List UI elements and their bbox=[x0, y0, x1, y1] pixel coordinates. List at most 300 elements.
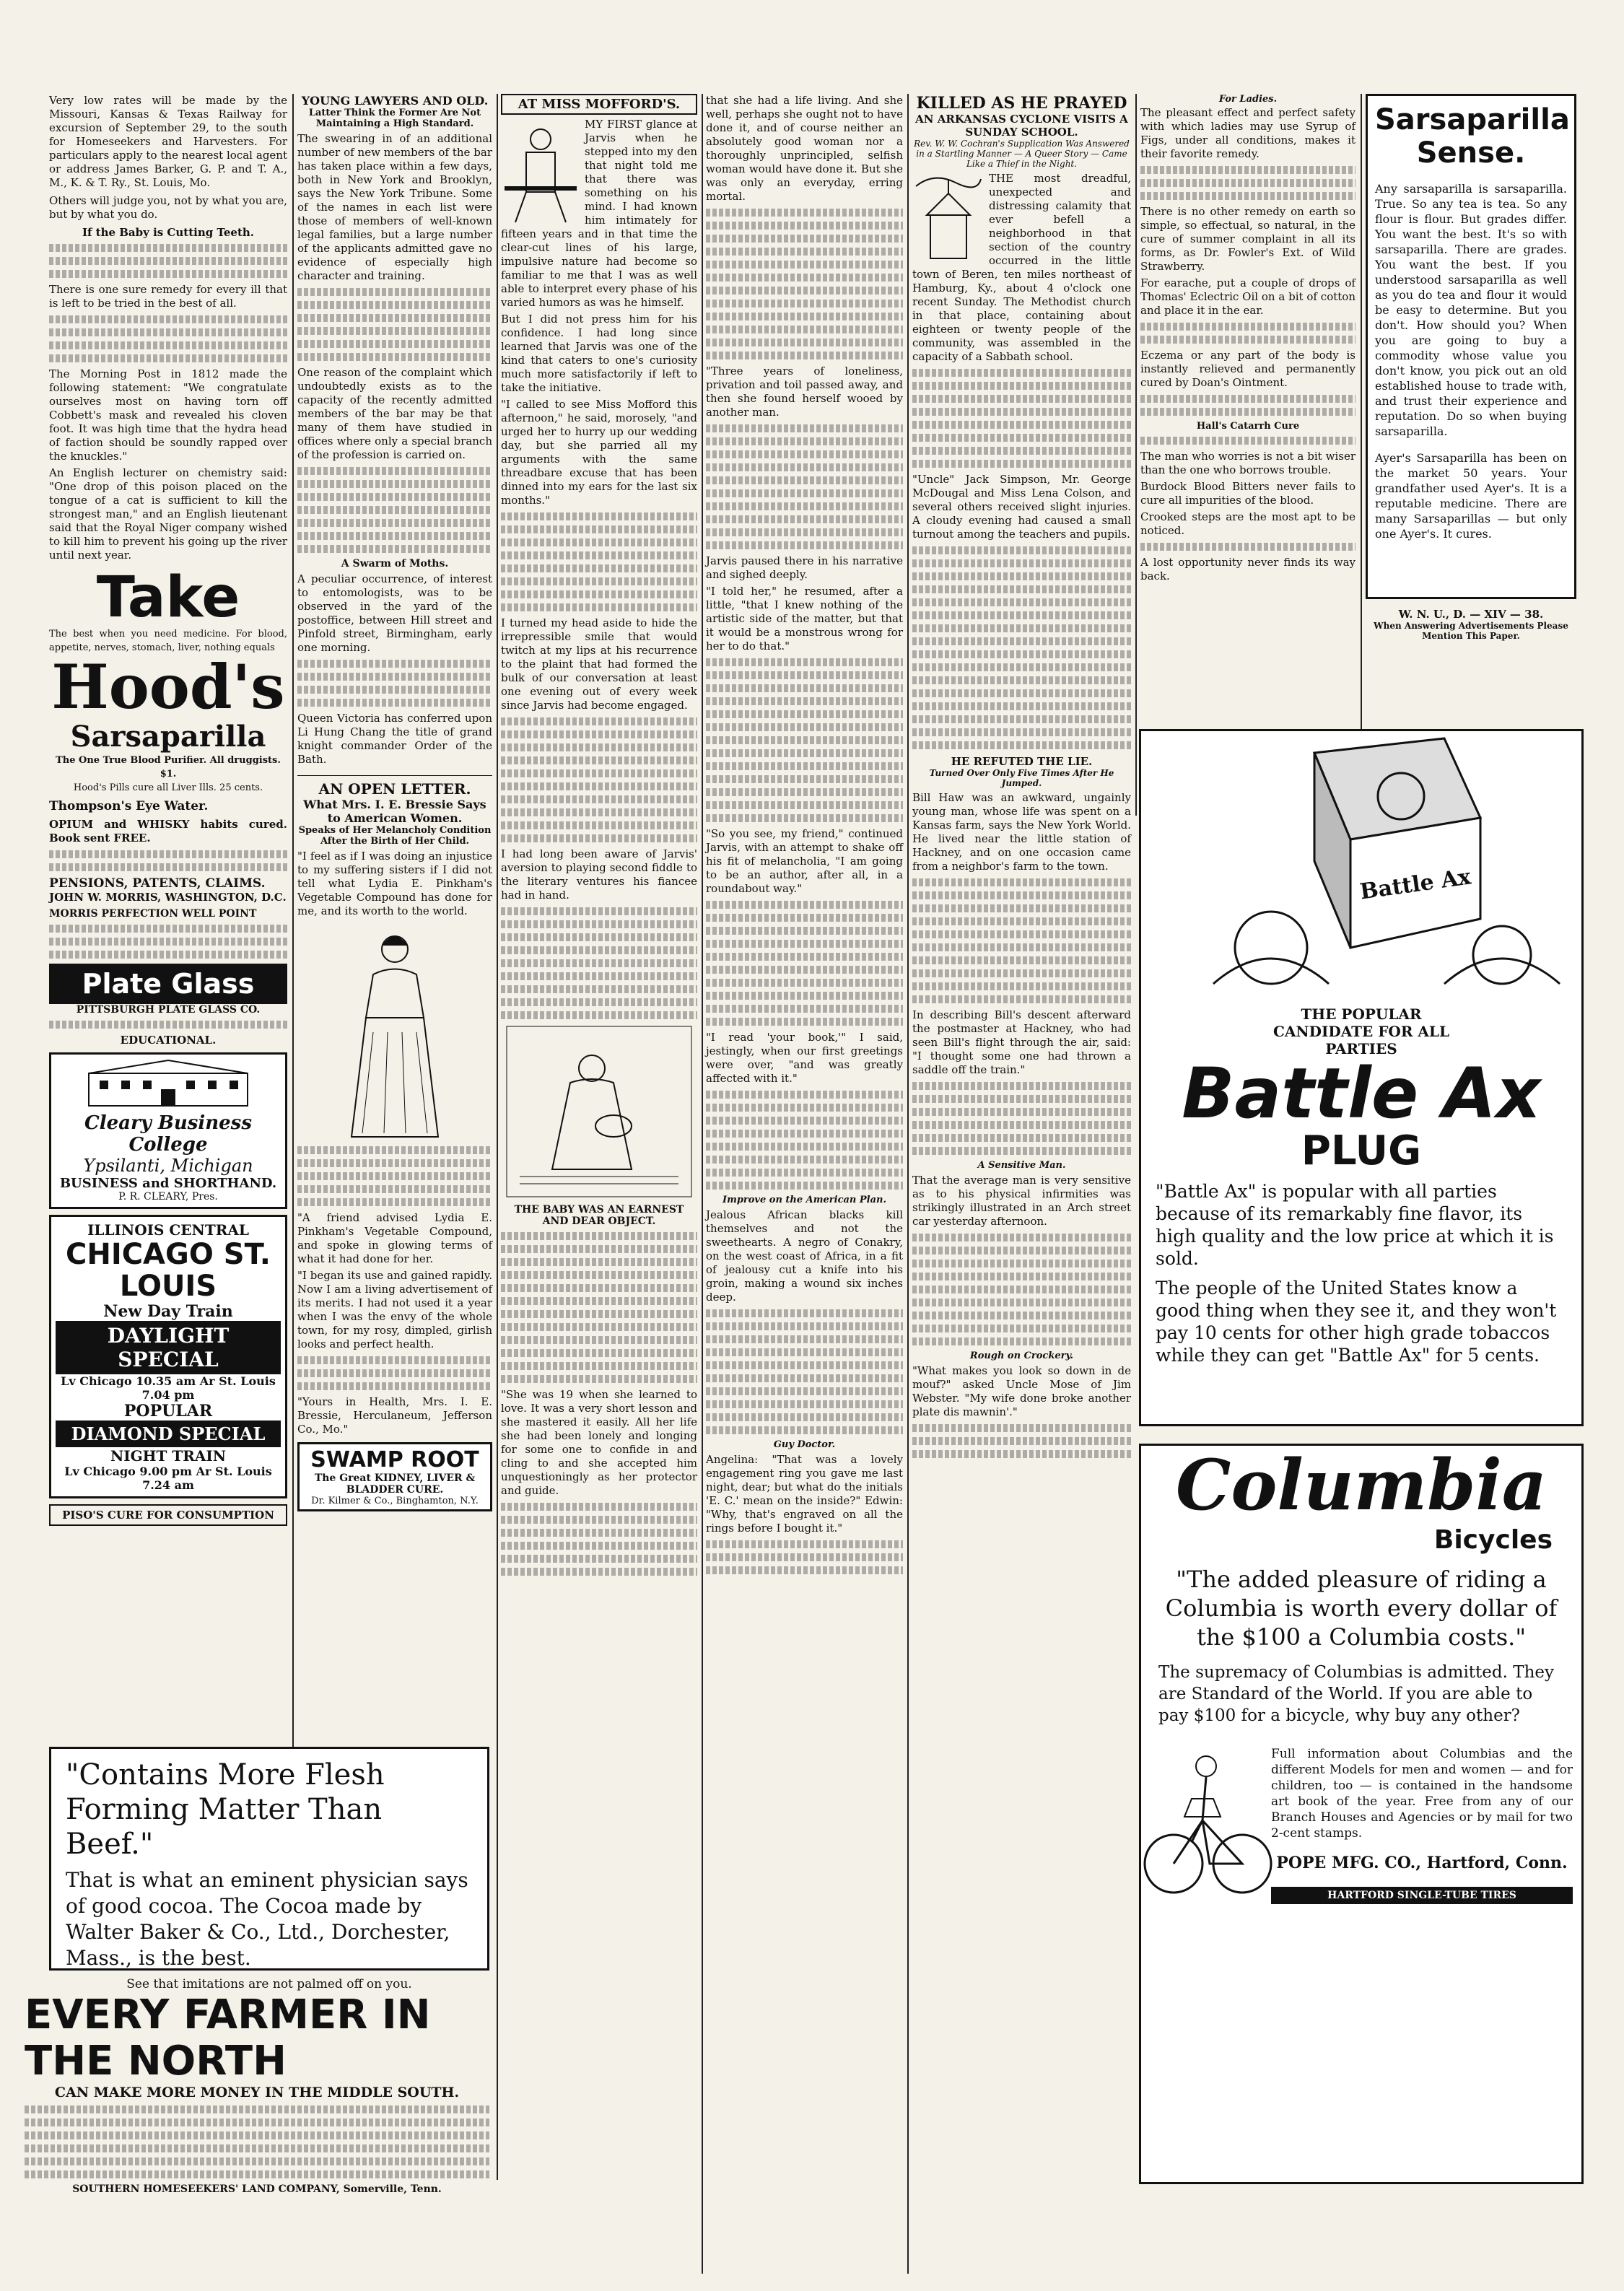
illegible-text-line bbox=[49, 863, 287, 871]
illegible-text-line bbox=[912, 1234, 1131, 1241]
illegible-text-line bbox=[912, 1450, 1131, 1458]
section-heading: For Ladies. bbox=[1218, 94, 1278, 105]
section-heading: Hall's Catarrh Cure bbox=[1196, 421, 1300, 432]
illegible-text-line bbox=[297, 340, 492, 348]
illegible-text-line bbox=[501, 907, 697, 915]
illegible-text-line bbox=[501, 1232, 697, 1240]
paragraph: Jarvis paused there in his narrative and sighed deeply. bbox=[706, 554, 903, 581]
illegible-text-line bbox=[706, 437, 903, 445]
morris-well-point: MORRIS PERFECTION WELL POINT bbox=[49, 908, 257, 920]
battle-ax-box-illustration bbox=[1141, 731, 1579, 1005]
battle-ax-ad bbox=[1139, 729, 1584, 1426]
illegible-text-line bbox=[501, 1529, 697, 1537]
illegible-text-line bbox=[501, 1258, 697, 1266]
section-heading: A Sensitive Man. bbox=[977, 1160, 1066, 1171]
illegible-text-line bbox=[912, 1299, 1131, 1306]
paragraph: "I told her," he resumed, after a little, "that I knew nothing of the artistic side of the matter, but that it would be a monstrous wrong for her to do that." bbox=[706, 585, 903, 653]
daylight-special: DAYLIGHT SPECIAL bbox=[56, 1321, 281, 1374]
column-7 bbox=[1366, 94, 1576, 729]
mother-and-baby-illustration bbox=[505, 1025, 693, 1198]
illegible-text-line bbox=[706, 1387, 903, 1395]
paragraph: Burdock Blood Bitters never fails to cure all impurities of the blood. bbox=[1140, 480, 1355, 507]
illegible-text-line bbox=[912, 460, 1131, 468]
story-title: KILLED AS HE PRAYED bbox=[916, 94, 1127, 113]
illegible-text-line bbox=[912, 728, 1131, 736]
columbia-headline: "The added pleasure of riding a Columbia is worth every dollar of the $100 a Columbia costs." bbox=[1165, 1566, 1558, 1651]
illegible-text-line bbox=[501, 1375, 697, 1383]
illegible-text-line bbox=[706, 927, 903, 935]
illegible-text-line bbox=[501, 1568, 697, 1576]
illegible-text-line bbox=[706, 671, 903, 679]
story-subtitle: AN ARKANSAS CYCLONE VISITS A SUNDAY SCHOOL. bbox=[915, 113, 1128, 139]
illegible-text-line bbox=[501, 821, 697, 829]
column-3 bbox=[501, 94, 697, 2180]
illegible-text-line bbox=[912, 917, 1131, 925]
illegible-text-line bbox=[912, 1260, 1131, 1267]
battle-ax-name: Battle Ax bbox=[1182, 1053, 1541, 1134]
hoods-tagline: The best when you need medicine. For blood, appetite, nerves, stomach, liver, nothing equals bbox=[49, 629, 287, 653]
illegible-text-line bbox=[912, 408, 1131, 416]
hoods-footer: The One True Blood Purifier. All druggists. $1. bbox=[56, 755, 281, 780]
illegible-text-line bbox=[706, 723, 903, 731]
illegible-text-line bbox=[501, 564, 697, 572]
illegible-text-line bbox=[501, 512, 697, 520]
paragraph: "Uncle" Jack Simpson, Mr. George McDougal and Miss Lena Colson, and several others received slight injuries. A cloudy evening had caused a small turnout among the teachers and pupils. bbox=[912, 473, 1131, 541]
illegible-text-line bbox=[49, 257, 287, 265]
illegible-text-line bbox=[912, 956, 1131, 964]
paragraph: But I did not press him for his confidence. I had long since learned that Jarvis was one of the kind that caters to one's curiosity much more satisfactorily if left to take the initiative. bbox=[501, 313, 697, 394]
illegible-text-line bbox=[912, 1312, 1131, 1319]
illegible-text-line bbox=[912, 943, 1131, 951]
illegible-text-line bbox=[912, 1108, 1131, 1116]
illegible-text-line bbox=[501, 1503, 697, 1511]
illegible-text-line bbox=[912, 1437, 1131, 1445]
section-heading: Rough on Crockery. bbox=[969, 1350, 1074, 1361]
illinois-central-ad bbox=[49, 1215, 287, 1498]
illegible-text-line bbox=[25, 2118, 489, 2126]
bicycle-rider-illustration bbox=[1141, 1734, 1271, 1900]
illinois-day-train: New Day Train bbox=[103, 1302, 233, 1321]
paragraph: "So you see, my friend," continued Jarvis, with an attempt to shake off his fit of melancholia, "I am going to be an author, after all, in a roundabout way." bbox=[706, 827, 903, 895]
battle-ax-plug: PLUG bbox=[1301, 1127, 1422, 1174]
illegible-text-line bbox=[49, 925, 287, 933]
illegible-text-line bbox=[501, 782, 697, 790]
illegible-text-line bbox=[501, 1336, 697, 1344]
paragraph: Jealous African blacks kill themselves and not the sweethearts. A negro of Conakry, on the west coast of Africa, in a fit of jealousy cut a knife into his groin, making a wound six inches deep. bbox=[706, 1208, 903, 1304]
column-rule bbox=[1135, 94, 1137, 816]
illegible-text-line bbox=[912, 624, 1131, 632]
illegible-text-line bbox=[1140, 166, 1355, 174]
illegible-text-line bbox=[501, 1245, 697, 1253]
farmer-subtitle: CAN MAKE MORE MONEY IN THE MIDDLE SOUTH. bbox=[54, 2085, 460, 2100]
column-rule bbox=[497, 94, 498, 2180]
illegible-text-line bbox=[25, 2157, 489, 2165]
illegible-text-line bbox=[706, 1361, 903, 1369]
paragraph: There is no other remedy on earth so simple, so effectual, so natural, in the cure of summer complaint in all its forms, as Dr. Fowler's Ext. of Wild Strawberry. bbox=[1140, 205, 1355, 273]
illegible-text-line bbox=[706, 1540, 903, 1548]
illegible-text-line bbox=[912, 741, 1131, 749]
illegible-text-line bbox=[25, 2131, 489, 2139]
illegible-text-line bbox=[501, 769, 697, 777]
illegible-text-line bbox=[1140, 179, 1355, 187]
illegible-text-line bbox=[706, 901, 903, 909]
illegible-text-line bbox=[706, 502, 903, 510]
illegible-text-line bbox=[49, 315, 287, 323]
illegible-text-line bbox=[706, 736, 903, 744]
college-building-illustration bbox=[60, 1059, 276, 1109]
illegible-text-line bbox=[297, 493, 492, 501]
illegible-text-line bbox=[297, 1198, 492, 1206]
illegible-text-line bbox=[1140, 323, 1355, 331]
illegible-text-line bbox=[501, 525, 697, 533]
paragraph: "What makes you look so down in de mouf?" asked Uncle Mose of Jim Webster. "My wife done broke another plate dis mawnin'." bbox=[912, 1364, 1131, 1418]
illegible-text-line bbox=[501, 730, 697, 738]
illegible-text-line bbox=[912, 878, 1131, 886]
hoods-ad bbox=[49, 565, 287, 795]
illegible-text-line bbox=[501, 538, 697, 546]
plate-glass-ad bbox=[49, 964, 287, 1004]
paragraph: Others will judge you, not by what you are, but by what you do. bbox=[49, 194, 287, 221]
illegible-text-line bbox=[706, 1130, 903, 1138]
open-letter-subtitle-2: Speaks of Her Melancholy Condition After the Birth of Her Child. bbox=[298, 825, 492, 847]
illegible-text-line bbox=[501, 551, 697, 559]
illegible-text-line bbox=[297, 532, 492, 540]
section-heading: If the Baby is Cutting Teeth. bbox=[82, 226, 255, 239]
illegible-text-line bbox=[706, 940, 903, 948]
battle-ax-body-2: The people of the United States know a good thing when they see it, and they won't pay 10 cents for other high grade tobaccos while they can get "Battle Ax" for 5 cents. bbox=[1156, 1278, 1557, 1366]
illegible-text-line bbox=[706, 658, 903, 666]
illegible-text-line bbox=[297, 314, 492, 322]
paragraph: "I feel as if I was doing an injustice to my suffering sisters if I did not tell what Lydia E. Pinkham's Vegetable Compound has done for me, and its worth to the world. bbox=[297, 850, 492, 917]
illegible-text-line bbox=[706, 339, 903, 346]
illegible-text-line bbox=[501, 959, 697, 967]
paragraph: The Morning Post in 1812 made the following statement: "We congratulate ourselves most on having torn off Cobbett's mask and revealed his cloven foot. It was high time that the hydra head of faction should be soundly rapped over the knuckles." bbox=[49, 367, 287, 463]
illegible-text-line bbox=[912, 689, 1131, 697]
illegible-text-line bbox=[912, 572, 1131, 580]
illegible-text-line bbox=[706, 914, 903, 922]
illegible-text-line bbox=[1140, 543, 1355, 551]
illegible-text-line bbox=[912, 1134, 1131, 1142]
illegible-text-line bbox=[297, 1172, 492, 1180]
illegible-text-line bbox=[706, 710, 903, 718]
illegible-text-line bbox=[501, 590, 697, 598]
paragraph: "She was 19 when she learned to love. It was a very short lesson and she mastered it easily. All her life she had been lonely and longing for some one to confide in and cling to and she accepted him unquestioningly as her protector and guide. bbox=[501, 1388, 697, 1497]
swamp-root-cure: The Great KIDNEY, LIVER & BLADDER CURE. bbox=[314, 1472, 476, 1496]
illustration-caption: THE BABY WAS AN EARNEST AND DEAR OBJECT. bbox=[514, 1204, 684, 1227]
illegible-text-line bbox=[706, 762, 903, 770]
paragraph: A peculiar occurrence, of interest to entomologists, was to be observed in the yard of the postoffice, between Hill street and Pinfold street, Birmingham, early one morning. bbox=[297, 572, 492, 654]
plate-glass-company: PITTSBURGH PLATE GLASS CO. bbox=[76, 1004, 261, 1016]
paragraph: "I began its use and gained rapidly. Now I am a living advertisement of its merits. I had not used it a year when I was the envy of the whole town, for my rosy, dimpled, girlish looks and perfect health. bbox=[297, 1269, 492, 1350]
illegible-text-line bbox=[706, 476, 903, 484]
paragraph: A lost opportunity never finds its way back. bbox=[1140, 556, 1355, 582]
illinois-title: ILLINOIS CENTRAL bbox=[87, 1221, 249, 1239]
illegible-text-line bbox=[706, 274, 903, 282]
sarsaparilla-ad bbox=[1366, 94, 1576, 599]
illegible-text-line bbox=[912, 1121, 1131, 1129]
illegible-text-line bbox=[501, 1555, 697, 1563]
columbia-bicycles: Bicycles bbox=[1433, 1525, 1553, 1555]
illegible-text-line bbox=[501, 1542, 697, 1550]
paragraph: Angelina: "That was a lovely engagement ring you gave me last night, dear; but what do the initials 'E. C.' mean on the inside?" Edwin: "Why, that's engraved on all the rings before I bought it." bbox=[706, 1453, 903, 1535]
illegible-text-line bbox=[706, 814, 903, 822]
illegible-text-line bbox=[706, 684, 903, 692]
paragraph: One reason of the complaint which undoubtedly exists as to the capacity of the recently admitted members of the bar may be that many of them have studied in offices where only a special branch of the profession is carried on. bbox=[297, 366, 492, 461]
illegible-text-line bbox=[49, 270, 287, 278]
illegible-text-line bbox=[912, 1337, 1131, 1345]
illegible-text-line bbox=[706, 1104, 903, 1112]
paragraph: That the average man is very sensitive as to his physical infirmities was strikingly illustrated in an Arch street car yesterday afternoon. bbox=[912, 1174, 1131, 1228]
baker-headline: "Contains More Flesh Forming Matter Than Beef." bbox=[66, 1758, 385, 1861]
baker-body: That is what an eminent physician says of good cocoa. The Cocoa made by Walter Baker & Co., Ltd., Dorchester, Mass., is the best. bbox=[66, 1868, 468, 1970]
illegible-text-line bbox=[912, 598, 1131, 606]
illegible-text-line bbox=[912, 995, 1131, 1003]
piso-cure-ad: PISO'S CURE FOR CONSUMPTION bbox=[49, 1504, 287, 1526]
illegible-text-line bbox=[1140, 408, 1355, 416]
illegible-text-line bbox=[706, 1322, 903, 1330]
illegible-text-line bbox=[501, 1323, 697, 1331]
illegible-text-line bbox=[297, 288, 492, 296]
illegible-text-line bbox=[49, 938, 287, 946]
signature: "Yours in Health, Mrs. I. E. Bressie, Herculaneum, Jefferson Co., Mo." bbox=[297, 1395, 492, 1436]
paragraph: Bill Haw was an awkward, ungainly young man, whose life was spent on a Kansas farm, says the New York World. He lived near the little station of Hackney, and on one occasion came from a neighbor's farm to the town. bbox=[912, 791, 1131, 873]
illegible-text-line bbox=[706, 261, 903, 269]
farmer-ad bbox=[25, 1991, 489, 2195]
illegible-text-line bbox=[501, 1271, 697, 1279]
college-name: Cleary Business College bbox=[84, 1112, 252, 1156]
illegible-text-line bbox=[501, 717, 697, 725]
wnu-id: W. N. U., D. — XIV — 38. bbox=[1398, 608, 1544, 621]
popular-label: POPULAR bbox=[123, 1402, 213, 1421]
illegible-text-line bbox=[706, 966, 903, 974]
illegible-text-line bbox=[501, 603, 697, 611]
church-storm-illustration bbox=[912, 172, 985, 266]
illegible-text-line bbox=[706, 515, 903, 523]
illegible-text-line bbox=[49, 341, 287, 349]
illegible-text-line bbox=[912, 1247, 1131, 1254]
column-5 bbox=[912, 94, 1131, 2180]
open-letter-subtitle: What Mrs. I. E. Bressie Says to American Women. bbox=[303, 798, 486, 825]
illegible-text-line bbox=[501, 834, 697, 842]
illegible-text-line bbox=[912, 715, 1131, 723]
illegible-text-line bbox=[706, 222, 903, 230]
illegible-text-line bbox=[297, 686, 492, 694]
illegible-text-line bbox=[912, 1286, 1131, 1293]
illegible-text-line bbox=[706, 1566, 903, 1574]
illegible-text-line bbox=[706, 313, 903, 320]
column-rule bbox=[1361, 94, 1362, 729]
illegible-text-line bbox=[706, 424, 903, 432]
illegible-text-line bbox=[706, 953, 903, 961]
illegible-text-line bbox=[501, 946, 697, 954]
battle-ax-body: "Battle Ax" is popular with all parties because of its remarkably fine flavor, its high quality and the low price at which it is sold. bbox=[1156, 1181, 1554, 1269]
paragraph: "A friend advised Lydia E. Pinkham's Vegetable Compound, and spoke in glowing terms of what it had done for her. bbox=[297, 1211, 492, 1265]
illegible-text-line bbox=[49, 328, 287, 336]
illegible-text-line bbox=[297, 353, 492, 361]
illegible-text-line bbox=[25, 2170, 489, 2178]
illegible-text-line bbox=[912, 650, 1131, 658]
section-subheading: Turned Over Only Five Times After He Jumped. bbox=[929, 768, 1114, 788]
pensions-name: JOHN W. MORRIS, WASHINGTON, D.C. bbox=[49, 891, 287, 904]
illegible-text-line bbox=[706, 788, 903, 796]
illegible-text-line bbox=[706, 1553, 903, 1561]
illegible-text-line bbox=[706, 1426, 903, 1434]
illegible-text-line bbox=[706, 541, 903, 549]
illegible-text-line bbox=[706, 450, 903, 458]
sarsaparilla-body: Any sarsaparilla is sarsaparilla. True. So any tea is tea. So any flour is flour. But grades differ. You want the best. It's so with sarsaparilla. There are grades. You want the best. If you understood sarsaparilla as well as you do tea and flour it would be easy to determine. But you don't. How should you? When you are going to buy a commodity whose value you don't know, you pick out an old established house to trade with, and trust their experience and reputation. Do so when buying sarsaparilla. bbox=[1375, 182, 1567, 438]
illegible-text-line bbox=[706, 326, 903, 333]
illegible-text-line bbox=[706, 463, 903, 471]
illegible-text-line bbox=[706, 1309, 903, 1317]
illegible-text-line bbox=[912, 559, 1131, 567]
baker-cocoa-ad bbox=[49, 1747, 489, 1991]
thompson-ad: Thompson's Eye Water. bbox=[49, 799, 209, 813]
college-tag: BUSINESS and SHORTHAND. bbox=[59, 1176, 277, 1191]
illegible-text-line bbox=[501, 1284, 697, 1292]
hoods-pills: Hood's Pills cure all Liver Ills. 25 cents. bbox=[73, 782, 263, 793]
illegible-text-line bbox=[1140, 336, 1355, 344]
illegible-text-line bbox=[912, 676, 1131, 684]
section-heading: Improve on the American Plan. bbox=[722, 1195, 887, 1205]
illegible-text-line bbox=[501, 795, 697, 803]
illegible-text-line bbox=[501, 577, 697, 585]
illegible-text-line bbox=[501, 1349, 697, 1357]
illegible-text-line bbox=[49, 1021, 287, 1029]
illegible-text-line bbox=[912, 434, 1131, 442]
illegible-text-line bbox=[912, 395, 1131, 403]
column-4 bbox=[706, 94, 903, 2180]
opium-ad: OPIUM and WHISKY habits cured. Book sent FREE. bbox=[49, 818, 287, 845]
illegible-text-line bbox=[706, 697, 903, 705]
hoods-take: Take bbox=[96, 565, 240, 630]
illegible-text-line bbox=[706, 1117, 903, 1125]
paragraph: An English lecturer on chemistry said: "One drop of this poison placed on the tongue of a cat is sufficient to kill the strongest man," and an English lieutenant said that the Royal Niger company wished to kill him to prevent his going up the river until next year. bbox=[49, 466, 287, 562]
column-1 bbox=[49, 94, 287, 1747]
paragraph: MY FIRST glance at Jarvis when he stepped into my den that night told me that there was something on his mind. I had known him intimately for fifteen years and in that time the clear-cut lines of his large, impulsive nature had become so familiar to me that I was as well able to interpret every phase of his varied humors as was he himself. bbox=[501, 118, 697, 309]
illegible-text-line bbox=[706, 1091, 903, 1099]
illegible-text-line bbox=[912, 930, 1131, 938]
columbia-body: The supremacy of Columbias is admitted. They are Standard of the World. If you are able to pay $100 for a bicycle, why buy any other? bbox=[1158, 1663, 1555, 1725]
section-heading: HE REFUTED THE LIE. bbox=[951, 755, 1093, 768]
article-subtitle: Latter Think the Former Are Not Maintaining a High Standard. bbox=[308, 108, 481, 129]
illegible-text-line bbox=[25, 2105, 489, 2113]
illegible-text-line bbox=[49, 850, 287, 858]
farmer-company: SOUTHERN HOMESEEKERS' LAND COMPANY, Somerville, Tenn. bbox=[72, 2183, 442, 2195]
illegible-text-line bbox=[706, 749, 903, 757]
column-6 bbox=[1140, 94, 1355, 729]
illegible-text-line bbox=[501, 985, 697, 993]
illegible-text-line bbox=[706, 489, 903, 497]
sarsaparilla-body-2: Ayer's Sarsaparilla has been on the market 50 years. Your grandfather used Ayer's. It is a reputable medicine. There are many Sarsaparillas — but only one Ayer's. It cures. bbox=[1375, 451, 1567, 541]
illegible-text-line bbox=[49, 951, 287, 959]
illegible-text-line bbox=[49, 244, 287, 252]
column-2 bbox=[297, 94, 492, 1747]
illegible-text-line bbox=[912, 1147, 1131, 1155]
illegible-text-line bbox=[49, 354, 287, 362]
illegible-text-line bbox=[706, 775, 903, 783]
illegible-text-line bbox=[501, 756, 697, 764]
excursion-notice: Very low rates will be made by the Missouri, Kansas & Texas Railway for excursion of September 29, to the south for Homeseekers and Harvesters. For particulars apply to the nearest local agent or address James Barker, G. P. and T. A., M., K. & T. Ry., St. Louis, Mo. bbox=[49, 94, 287, 189]
illegible-text-line bbox=[501, 1362, 697, 1370]
man-seated-illustration bbox=[501, 118, 580, 226]
illegible-text-line bbox=[706, 235, 903, 243]
story-subtitle-2: Rev. W. W. Cochran's Supplication Was Answered in a Startling Manner — A Queer Story — Came Like a Thief in the Night. bbox=[914, 139, 1130, 169]
illegible-text-line bbox=[912, 546, 1131, 554]
illegible-text-line bbox=[706, 352, 903, 359]
woman-illustration bbox=[344, 924, 445, 1140]
illegible-text-line bbox=[297, 1146, 492, 1154]
hoods-name: Hood's bbox=[51, 651, 285, 723]
illegible-text-line bbox=[706, 300, 903, 307]
columbia-logo: Columbia bbox=[1175, 1444, 1547, 1526]
illegible-text-line bbox=[706, 1182, 903, 1190]
illegible-text-line bbox=[706, 1374, 903, 1382]
illegible-text-line bbox=[912, 611, 1131, 619]
paragraph: I had long been aware of Jarvis' aversion to playing second fiddle to the literary ventures his fiancee had in hand. bbox=[501, 847, 697, 902]
illegible-text-line bbox=[912, 1082, 1131, 1090]
illegible-text-line bbox=[706, 528, 903, 536]
illegible-text-line bbox=[297, 1185, 492, 1193]
educational-label: EDUCATIONAL. bbox=[120, 1034, 217, 1047]
battle-ax-box-label: Battle Ax bbox=[1358, 864, 1472, 905]
illegible-text-line bbox=[297, 519, 492, 527]
illegible-text-line bbox=[25, 2144, 489, 2152]
illegible-text-line bbox=[912, 1424, 1131, 1432]
paragraph: THE most dreadful, unexpected and distressing calamity that ever befell a neighborhood in that section of the country occurred in the little town of Beren, ten miles northeast of Hamburg, Ky., about 4 o'clock one recent Sunday. The Methodist church in that place, containing about eighteen or twenty people of the community, was assembled in the capacity of a Sabbath school. bbox=[912, 172, 1131, 363]
paragraph: Crooked steps are the most apt to be noticed. bbox=[1140, 510, 1355, 537]
illinois-route: CHICAGO ST. LOUIS bbox=[65, 1238, 271, 1303]
illegible-text-line bbox=[706, 1143, 903, 1151]
paragraph: "I read 'your book,'" I said, jestingly, when our first greetings were over, "and was greatly affected with it." bbox=[706, 1031, 903, 1085]
illegible-text-line bbox=[706, 1335, 903, 1343]
illegible-text-line bbox=[706, 1400, 903, 1408]
illegible-text-line bbox=[912, 447, 1131, 455]
illegible-text-line bbox=[912, 637, 1131, 645]
illegible-text-line bbox=[297, 1369, 492, 1377]
illegible-text-line bbox=[912, 982, 1131, 990]
illegible-text-line bbox=[706, 1169, 903, 1177]
illegible-text-line bbox=[297, 1356, 492, 1364]
illegible-text-line bbox=[706, 287, 903, 294]
illegible-text-line bbox=[501, 933, 697, 941]
paragraph: "I called to see Miss Mofford this afternoon," he said, morosely, "and urged her to hurry up our wedding day, but she parried all my arguments with the same threadbare excuse that has been dinned into my ears for the last six months." bbox=[501, 398, 697, 507]
illegible-text-line bbox=[706, 801, 903, 809]
column-rule bbox=[907, 94, 909, 2274]
illegible-text-line bbox=[912, 891, 1131, 899]
illegible-text-line bbox=[912, 663, 1131, 671]
illegible-text-line bbox=[1140, 395, 1355, 403]
illegible-text-line bbox=[297, 480, 492, 488]
illegible-text-line bbox=[501, 1516, 697, 1524]
paragraph: For earache, put a couple of drops of Thomas' Eclectric Oil on a bit of cotton and place it in the ear. bbox=[1140, 276, 1355, 317]
illegible-text-line bbox=[706, 248, 903, 256]
illegible-text-line bbox=[912, 1273, 1131, 1280]
baker-footer: See that imitations are not palmed off on you. bbox=[126, 1977, 412, 1991]
paragraph: The pleasant effect and perfect safety with which ladies may use Syrup of Figs, under all conditions, makes it their favorite remedy. bbox=[1140, 106, 1355, 160]
illegible-text-line bbox=[912, 904, 1131, 912]
section-heading: A Swarm of Moths. bbox=[341, 558, 449, 570]
illegible-text-line bbox=[1140, 192, 1355, 200]
illegible-text-line bbox=[501, 920, 697, 928]
paragraph: "Three years of loneliness, privation and toil passed away, and then she found herself wooed by another man. bbox=[706, 365, 903, 419]
illegible-text-line bbox=[297, 699, 492, 707]
paragraph: Queen Victoria has conferred upon Li Hung Chang the title of grand knight commander Order of the Bath. bbox=[297, 712, 492, 766]
columbia-ad bbox=[1139, 1444, 1584, 2184]
illegible-text-line bbox=[912, 1095, 1131, 1103]
illegible-text-line bbox=[912, 382, 1131, 390]
swamp-root-maker: Dr. Kilmer & Co., Binghamton, N.Y. bbox=[311, 1496, 479, 1506]
illegible-text-line bbox=[501, 1011, 697, 1019]
